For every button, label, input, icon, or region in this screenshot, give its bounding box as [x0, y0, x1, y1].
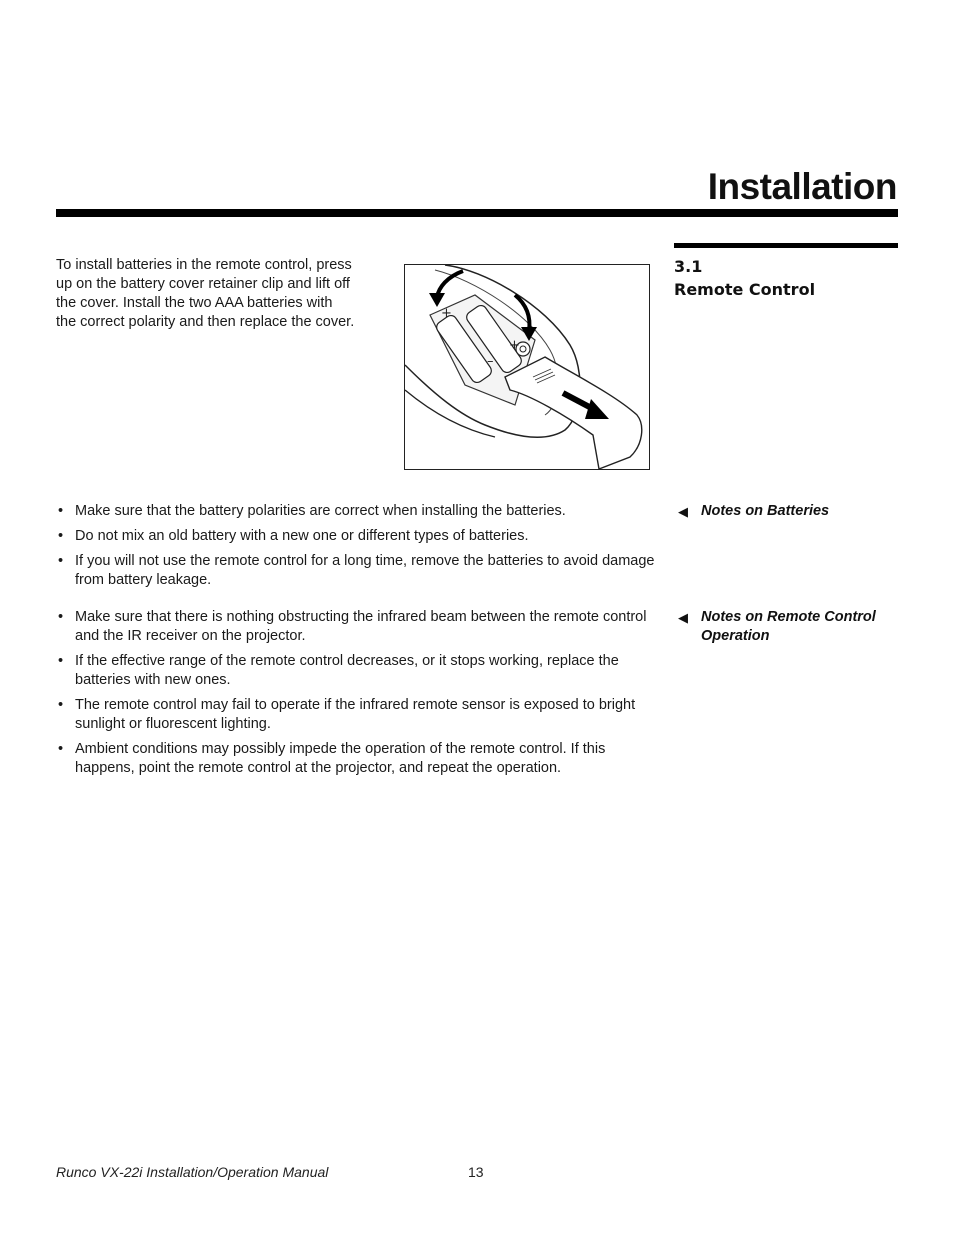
list-item: • Ambient conditions may possibly impede the operation of the remote control. If this happens, point the remote control at the projector, and repeat the operation. — [56, 740, 656, 778]
plus-sign-right: + — [509, 338, 520, 353]
minus-sign: – — [487, 354, 494, 369]
section-title: Remote Control — [674, 280, 816, 299]
plus-sign-left: + — [441, 306, 452, 321]
battery-cover — [505, 357, 642, 469]
arrow-head-left — [429, 293, 445, 307]
list-item: • If you will not use the remote control for a long time, remove the batteries to avoid damage from battery leakage. — [56, 552, 656, 590]
arrow-left-icon: ◀ — [678, 504, 688, 519]
battery-installation-figure — [404, 264, 650, 470]
battery-notes-list — [56, 502, 656, 596]
notes-on-remote-operation-heading: ◀ Notes on Remote Control Operation — [678, 609, 876, 644]
remote-control-illustration — [405, 265, 649, 469]
operation-notes-list — [56, 608, 656, 784]
section-number: 3.1 — [674, 257, 703, 276]
notes-on-batteries-heading: ◀ Notes on Batteries — [678, 503, 830, 519]
list-item: • If the effective range of the remote control decreases, or it stops working, replace the batteries with new ones. — [56, 652, 656, 690]
footer-page-number: 13 — [468, 1164, 484, 1180]
section-heading — [674, 255, 815, 301]
list-item: • Do not mix an old battery with a new one or different types of batteries. — [56, 527, 656, 546]
chapter-rule — [56, 209, 898, 217]
list-item: • Make sure that the battery polarities are correct when installing the batteries. — [56, 502, 656, 521]
intro-paragraph: To install batteries in the remote control, press up on the battery cover retainer clip and lift off the cover. Install the two AAA batteries with the correct polarity and then replace the cover. — [56, 257, 355, 330]
list-item: • Make sure that there is nothing obstructing the infrared beam between the remote control and the IR receiver on the projector. — [56, 608, 656, 646]
list-item: • The remote control may fail to operate if the infrared remote sensor is exposed to bright sunlight or fluorescent lighting. — [56, 696, 656, 734]
arrow-left-icon: ◀ — [678, 610, 688, 625]
section-rule — [674, 243, 898, 248]
chapter-title: Installation — [707, 166, 897, 207]
remote-body-lower — [405, 390, 495, 437]
footer-manual-title: Runco VX-22i Installation/Operation Manual — [56, 1164, 329, 1180]
